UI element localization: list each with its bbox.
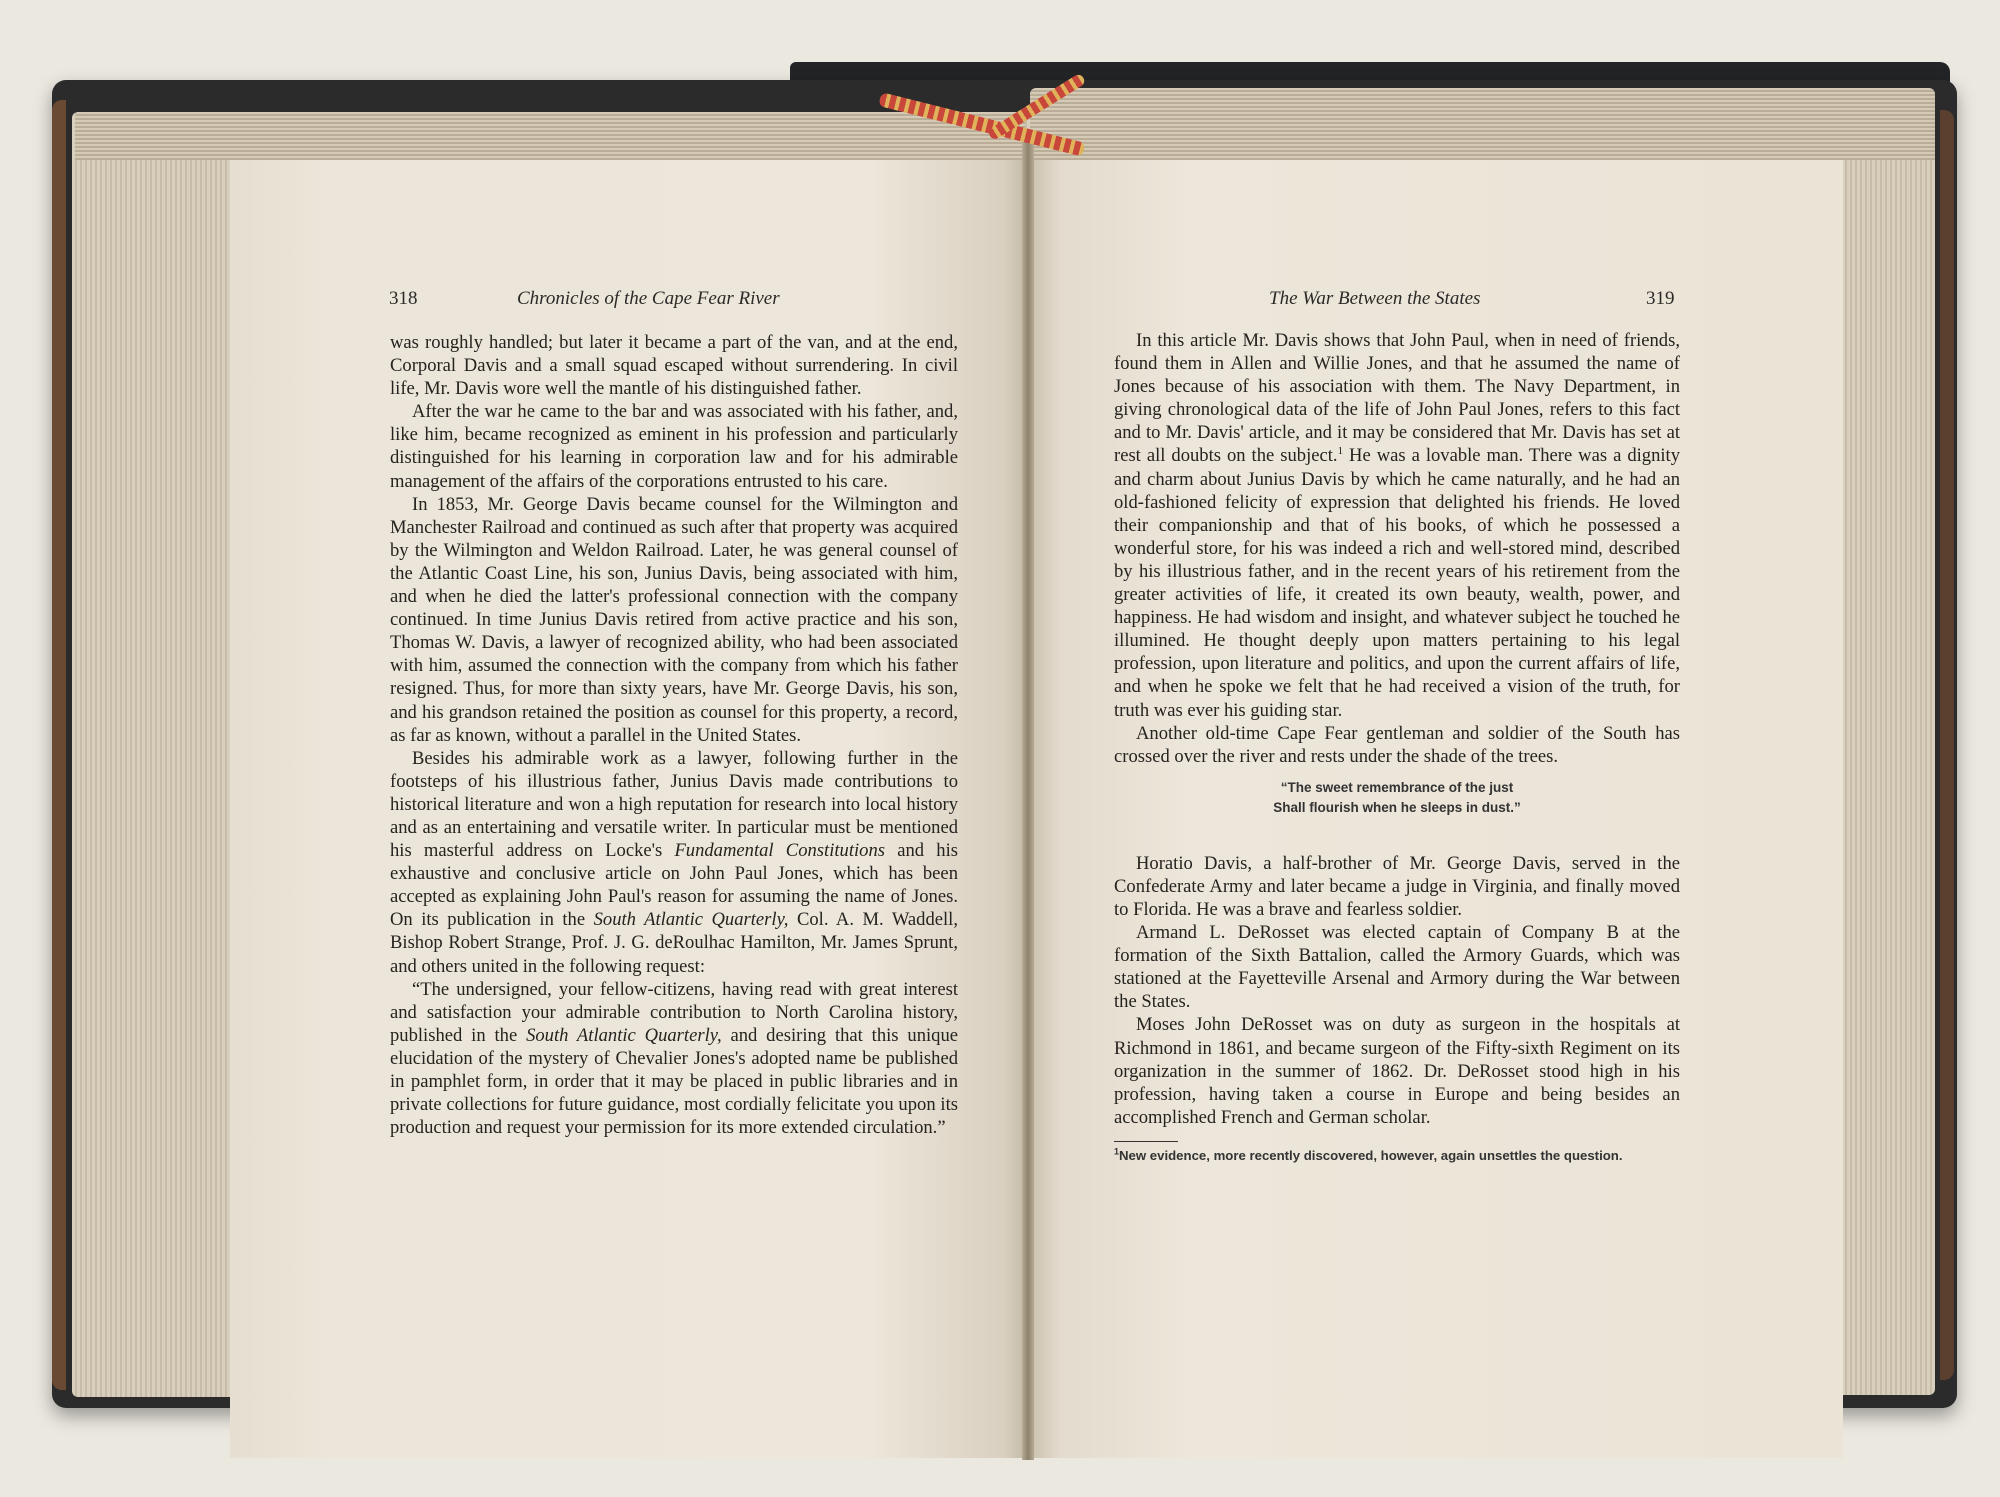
paragraph: Besides his admirable work as a lawyer, following further in the footsteps of his illustrious father, Junius Davis made contributions to historical literature and won a high reputation for research into local history and as an entertaining and versatile writer. In particular must be mentioned his masterful address on Locke's Fundamental Constitutions and his exhaustive and conclusive article on John Paul Jones, which has been accepted as explaining John Paul's reason for assuming the name of Jones. On its publication in the South Atlantic Quarterly, Col. A. M. Waddell, Bishop Robert Strange, Prof. J. G. deRoulhac Hamilton, Mr. James Sprunt, and others united in the following request: [390,747,958,977]
poem-line: Shall flourish when he sleeps in dust.” [1273,799,1521,815]
right-running-head: The War Between the States [1269,288,1481,309]
paragraph: Armand L. DeRosset was elected captain of Company B at the formation of the Sixth Battalion, called the Armory Guards, which was stationed at the Fayetteville Arsenal and Armory during the War between the States. [1114,922,1680,1013]
cover-edge-left [52,100,66,1390]
footnote-ref: 1 [1337,445,1344,458]
paragraph: After the war he came to the bar and was associated with his father, and, like him, became recognized as eminent in his profession and particularly distinguished for his learning in corporation law and for his admirable management of the affairs of the corporations entrusted to his care. [390,401,958,492]
page-stack-top-right [1030,88,1935,160]
left-running-head: Chronicles of the Cape Fear River [517,288,780,309]
quoted-request: “The undersigned, your fellow-citizens, having read with great interest and satisfaction your admirable contribution to North Carolina history, published in the South Atlantic Quarterly, and desiring that this unique elucidation of the mystery of Chevalier Jones's adopted name be published in pamphlet form, in order that it may be placed in public libraries and in private collections for future guidance, most cordially felicitate you upon its production and request your permission for its more extended circulation.” [390,978,959,1139]
poem-line: “The sweet remembrance of the just [1280,779,1514,795]
cover-edge-right [1940,110,1954,1380]
paragraph: In 1853, Mr. George Davis became counsel for the Wilmington and Manchester Railroad and continued as such after that property was acquired by the Wilmington and Weldon Railroad. Later, he was general counsel of the Atlantic Coast Line, his son, Junius Davis, being associated with him, and when he died the latter's professional connection with the company continued. In time Junius Davis retired from active practice and his son, Thomas W. Davis, a lawyer of recognized ability, who had been associated with him, assumed the connection with the company from which his father resigned. Thus, for more than sixty years, have Mr. George Davis, his son, and his grandson retained the position as counsel for this property, a record, as far as known, without a parallel in the United States. [390,493,958,746]
paragraph: Horatio Davis, a half-brother of Mr. George Davis, served in the Confederate Army and later became a judge in Virginia, and finally moved to Florida. He was a brave and fearless soldier. [1114,852,1680,920]
right-page-number: 319 [1646,288,1675,309]
footnote-rule [1114,1141,1178,1142]
left-page-body [390,331,958,1139]
right-page-body [1114,329,1680,1164]
left-page-number: 318 [389,288,418,309]
paragraph: was roughly handled; but later it became a part of the van, and at the end, Corporal Davis and a small squad escaped without surrendering. In civil life, Mr. Davis wore well the mantle of his distinguished father. [390,332,958,400]
page-stack-top-left [75,112,1025,160]
paragraph: In this article Mr. Davis shows that John Paul, when in need of friends, found them in Allen and Willie Jones, and that he assumed the name of Jones because of his association with them. The Navy Department, in giving chronological data of the life of John Paul Jones, refers to this fact and to Mr. Davis' article, and it may be considered that Mr. Davis has set at rest all doubts on the subject.$^1$ He was a lovable man. There was a dignity and charm about Junius Davis by which he came naturally, and he had an old-fashioned felicity of expression that delighted his friends. He loved their companionship and that of his books, of which he possessed a wonderful store, for his was indeed a rich and well-stored mind, described by his illustrious father, and in the recent years of his retirement from the greater activities of life, it created its own beauty, wealth, power, and happiness. He had wisdom and insight, and whatever subject he touched he illumined. He thought deeply upon matters pertaining to his legal profession, upon literature and politics, and upon the current affairs of life, and when he spoke we felt that he had received a vision of the truth, for truth was ever his guiding star. [1114,330,1681,721]
poem-quote [1114,778,1680,818]
book-gutter [1022,130,1034,1460]
paragraph: Another old-time Cape Fear gentleman and soldier of the South has crossed over the river and rests under the shade of the trees. [1114,722,1680,767]
paragraph: Moses John DeRosset was on duty as surgeon in the hospitals at Richmond in 1861, and became surgeon of the Fifty-sixth Regiment on its organization in the summer of 1862. Dr. DeRosset stood high in his profession, having taken a course in Europe and being besides an accomplished French and German scholar. [1114,1014,1680,1128]
footnote: $^1$New evidence, more recently discovered, however, again unsettles the question. [1114,1146,1623,1163]
